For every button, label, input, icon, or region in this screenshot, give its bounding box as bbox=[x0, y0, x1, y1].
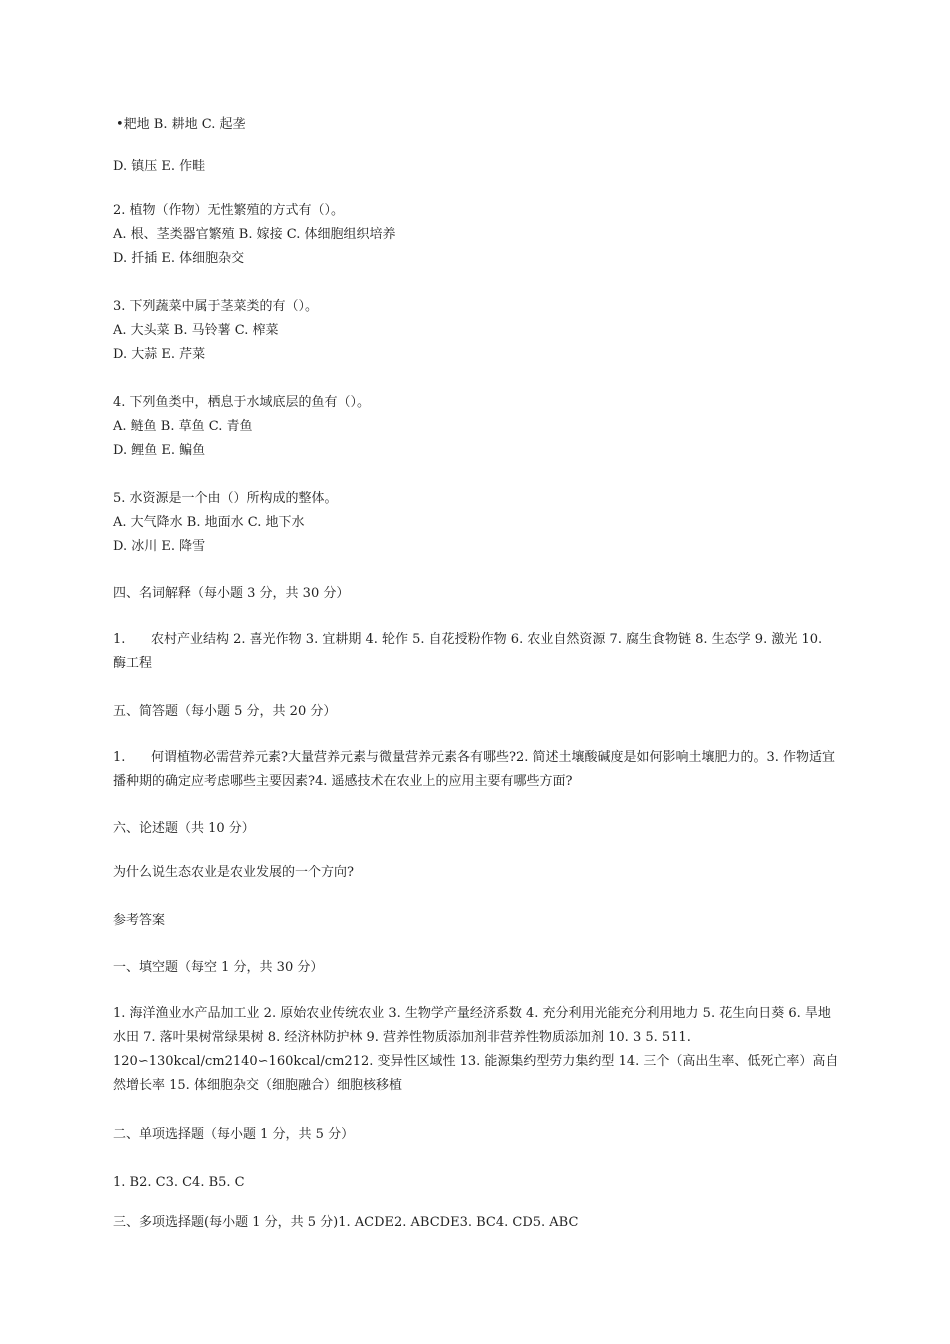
q1-options-abc: •耙地 B. 耕地 C. 起垄 bbox=[116, 117, 246, 132]
section6-title: 六、论述题（共 10 分） bbox=[113, 821, 255, 836]
section4-body bbox=[113, 628, 839, 676]
answers-part1-body: 1. 海洋渔业水产品加工业 2. 原始农业传统农业 3. 生物学产量经济系数 4. 充分利用光能充分利用地力 5. 花生向日葵 6. 旱地水田 7. 落叶果树常绿果树 8. 经济林防护林 9. 营养性物质添加剂非营养性物质添加剂 10. 3 5. 511. 120∽130kcal/cm2140∽160kcal/cm212. 变异性区域性 13. 能源集约型劳力集约型 14. 三个（高出生率、低死亡率）高自然增长率 15. 体细胞杂交（细胞融合）细胞核移植 bbox=[113, 1006, 839, 1093]
q2-stem: 2. 植物（作物）无性繁殖的方式有（）。 bbox=[113, 203, 345, 218]
section5-text: 何谓植物必需营养元素?大量营养元素与微量营养元素各有哪些?2. 简述土壤酸碱度是如何影响土壤肥力的。3. 作物适宜播种期的确定应考虑哪些主要因素?4. 遥感技术在农业上的应用主要有哪些方面? bbox=[113, 750, 836, 789]
q4-options-abc: A. 鲢鱼 B. 草鱼 C. 青鱼 bbox=[113, 419, 253, 434]
section4-text: 农村产业结构 2. 喜光作物 3. 宜耕期 4. 轮作 5. 自花授粉作物 6. 农业自然资源 7. 腐生食物链 8. 生态学 9. 激光 10. 酶工程 bbox=[113, 632, 823, 671]
q5-options-abc: A. 大气降水 B. 地面水 C. 地下水 bbox=[113, 515, 305, 530]
q3-options-de: D. 大蒜 E. 芹菜 bbox=[113, 347, 206, 362]
section4-title: 四、名词解释（每小题 3 分，共 30 分） bbox=[113, 586, 350, 601]
q1-options-de: D. 镇压 E. 作畦 bbox=[113, 159, 206, 174]
section6-question: 为什么说生态农业是农业发展的一个方向? bbox=[113, 865, 354, 880]
q4-stem: 4. 下列鱼类中，栖息于水域底层的鱼有（）。 bbox=[113, 395, 371, 410]
q5-stem: 5. 水资源是一个由（）所构成的整体。 bbox=[113, 491, 338, 506]
q4-options-de: D. 鲤鱼 E. 鳊鱼 bbox=[113, 443, 206, 458]
answers-part3-title: 三、多项选择题(每小题 1 分，共 5 分)1. ACDE2. ABCDE3. BC4. CD5. ABC bbox=[113, 1215, 579, 1230]
answers-part2-body: 1. B2. C3. C4. B5. C bbox=[113, 1175, 245, 1190]
section4-number: 1. bbox=[113, 632, 126, 647]
q3-stem: 3. 下列蔬菜中属于茎菜类的有（）。 bbox=[113, 299, 319, 314]
q3-options-abc: A. 大头菜 B. 马铃薯 C. 榨菜 bbox=[113, 323, 279, 338]
section5-number: 1. bbox=[113, 750, 126, 765]
answers-part2-title: 二、单项选择题（每小题 1 分，共 5 分） bbox=[113, 1127, 355, 1142]
section5-title: 五、简答题（每小题 5 分，共 20 分） bbox=[113, 704, 337, 719]
answers-title: 参考答案 bbox=[113, 913, 166, 928]
section5-body bbox=[113, 746, 839, 794]
q5-options-de: D. 冰川 E. 降雪 bbox=[113, 539, 206, 554]
q2-options-de: D. 扦插 E. 体细胞杂交 bbox=[113, 251, 245, 266]
answers-part1-title: 一、填空题（每空 1 分，共 30 分） bbox=[113, 960, 324, 975]
q2-options-abc: A. 根、茎类器官繁殖 B. 嫁接 C. 体细胞组织培养 bbox=[113, 227, 396, 242]
